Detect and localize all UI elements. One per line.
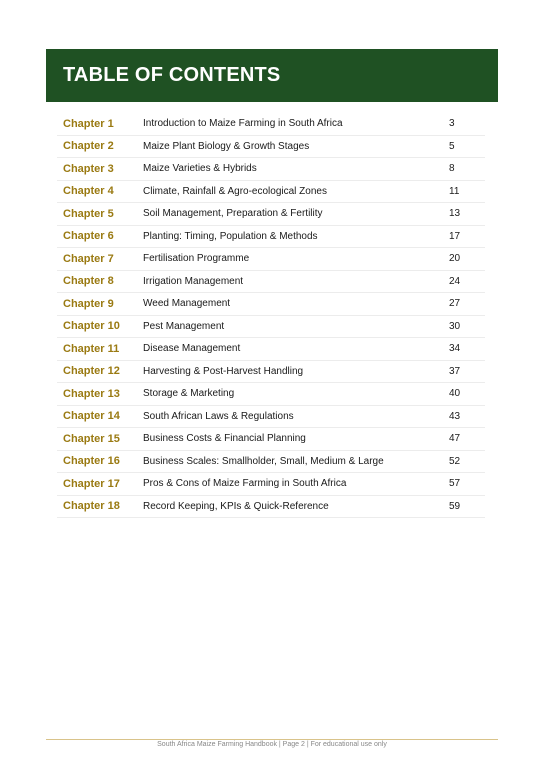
toc-entry[interactable] [57, 338, 485, 361]
toc-chapter-number: Chapter 5 [63, 207, 114, 220]
toc-list [57, 113, 485, 518]
toc-page-number: 34 [449, 343, 461, 355]
toc-page-number: 37 [449, 365, 461, 377]
toc-chapter-title: Business Costs & Financial Planning [143, 433, 306, 445]
toc-chapter-number: Chapter 10 [63, 320, 120, 333]
toc-entry[interactable] [57, 113, 485, 136]
toc-chapter-title: Business Scales: Smallholder, Small, Medium & Large [143, 455, 384, 467]
toc-page-number: 59 [449, 500, 461, 512]
toc-page-number: 20 [449, 253, 461, 265]
toc-chapter-number: Chapter 7 [63, 252, 114, 265]
toc-chapter-number: Chapter 3 [63, 162, 114, 175]
toc-entry[interactable] [57, 316, 485, 339]
footer-divider [46, 739, 498, 740]
toc-chapter-number: Chapter 11 [63, 342, 120, 355]
toc-entry[interactable] [57, 271, 485, 294]
toc-page-number: 47 [449, 433, 461, 445]
toc-chapter-title: Harvesting & Post-Harvest Handling [143, 365, 304, 377]
toc-chapter-number: Chapter 6 [63, 230, 114, 243]
toc-chapter-title: Climate, Rainfall & Agro-ecological Zones [143, 185, 327, 197]
toc-chapter-number: Chapter 16 [63, 455, 120, 468]
toc-chapter-title: Weed Management [143, 298, 231, 310]
toc-chapter-title: Storage & Marketing [143, 388, 235, 400]
toc-chapter-title: Maize Varieties & Hybrids [143, 163, 257, 175]
toc-chapter-title: Pros & Cons of Maize Farming in South Africa [143, 478, 347, 490]
toc-chapter-number: Chapter 2 [63, 140, 114, 153]
toc-banner [46, 49, 498, 102]
toc-entry[interactable] [57, 361, 485, 384]
toc-chapter-title: Record Keeping, KPIs & Quick-Reference [143, 500, 329, 512]
toc-page-number: 24 [449, 275, 461, 287]
toc-entry[interactable] [57, 293, 485, 316]
toc-entry[interactable] [57, 473, 485, 496]
toc-page-number: 52 [449, 455, 461, 467]
toc-entry[interactable] [57, 496, 485, 519]
toc-chapter-title: Planting: Timing, Population & Methods [143, 230, 318, 242]
toc-page-number: 57 [449, 478, 461, 490]
toc-chapter-title: Fertilisation Programme [143, 253, 250, 265]
toc-entry[interactable] [57, 136, 485, 159]
toc-entry[interactable] [57, 451, 485, 474]
toc-chapter-number: Chapter 14 [63, 410, 120, 423]
toc-page-number: 27 [449, 298, 461, 310]
toc-chapter-title: Soil Management, Preparation & Fertility [143, 208, 323, 220]
toc-page-number: 8 [449, 163, 455, 175]
page-title: TABLE OF CONTENTS [63, 64, 281, 86]
toc-page-number: 3 [449, 118, 455, 130]
toc-entry[interactable] [57, 203, 485, 226]
toc-chapter-title: Disease Management [143, 343, 241, 355]
toc-chapter-title: South African Laws & Regulations [143, 410, 294, 422]
toc-entry[interactable] [57, 383, 485, 406]
toc-chapter-number: Chapter 4 [63, 185, 114, 198]
toc-chapter-number: Chapter 8 [63, 275, 114, 288]
toc-page-number: 11 [449, 185, 460, 197]
toc-page-number: 17 [449, 230, 461, 242]
toc-chapter-number: Chapter 18 [63, 500, 120, 513]
toc-entry[interactable] [57, 181, 485, 204]
page-footer: South Africa Maize Farming Handbook | Page 2 | For educational use only [157, 741, 387, 748]
toc-page-number: 30 [449, 320, 461, 332]
toc-entry[interactable] [57, 428, 485, 451]
toc-entry[interactable] [57, 226, 485, 249]
toc-chapter-title: Irrigation Management [143, 275, 244, 287]
toc-chapter-title: Introduction to Maize Farming in South Africa [143, 118, 343, 130]
toc-chapter-number: Chapter 1 [63, 117, 114, 130]
toc-page-number: 40 [449, 388, 461, 400]
toc-chapter-number: Chapter 17 [63, 477, 120, 490]
toc-chapter-title: Pest Management [143, 320, 225, 332]
toc-entry[interactable] [57, 406, 485, 429]
toc-entry[interactable] [57, 158, 485, 181]
toc-chapter-number: Chapter 9 [63, 297, 114, 310]
toc-chapter-number: Chapter 15 [63, 432, 120, 445]
toc-page-number: 5 [449, 140, 455, 152]
toc-chapter-number: Chapter 13 [63, 387, 120, 400]
toc-page-number: 13 [449, 208, 461, 220]
toc-entry[interactable] [57, 248, 485, 271]
toc-page-number: 43 [449, 410, 461, 422]
toc-chapter-number: Chapter 12 [63, 365, 120, 378]
toc-chapter-title: Maize Plant Biology & Growth Stages [143, 140, 310, 152]
